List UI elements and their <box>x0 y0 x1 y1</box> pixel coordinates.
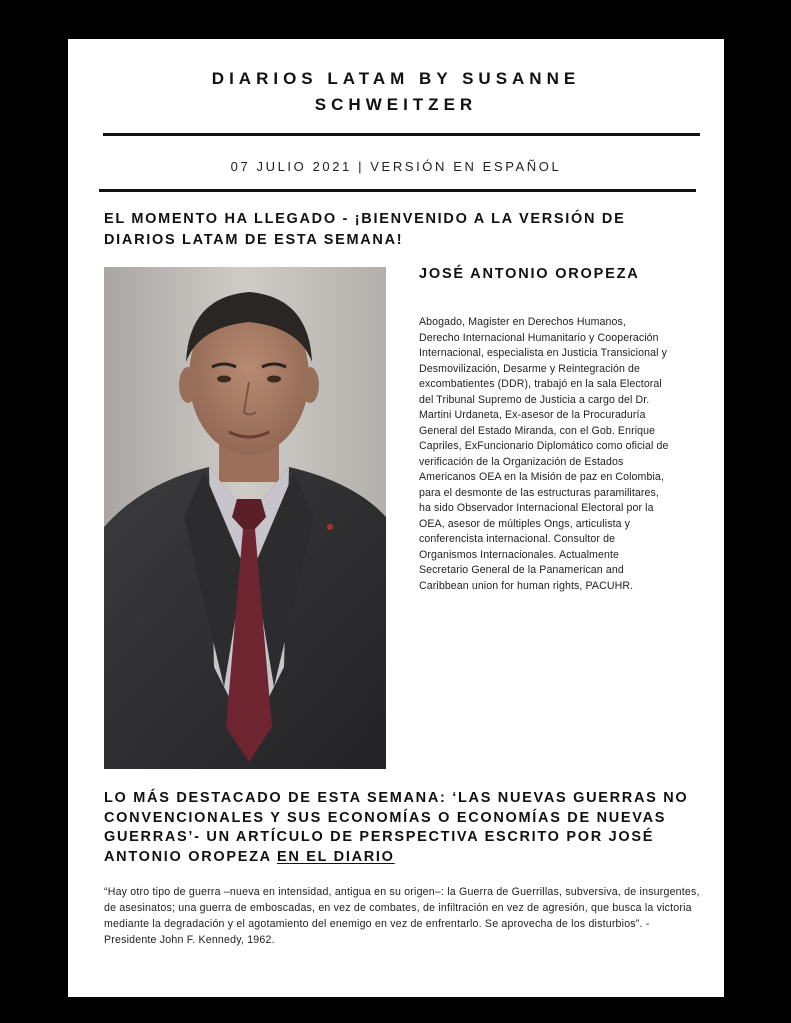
masthead-line-1: DIARIOS LATAM BY SUSANNE <box>211 69 581 88</box>
masthead-title <box>68 66 724 118</box>
profile-name: JOSÉ ANTONIO OROPEZA <box>419 266 640 282</box>
top-divider <box>103 133 700 136</box>
welcome-heading: EL MOMENTO HA LLEGADO - ¡BIENVENIDO A LA VERSIÓN DE DIARIOS LATAM DE ESTA SEMANA! <box>104 211 626 248</box>
profile-photo <box>104 267 386 769</box>
issue-dateline: 07 JULIO 2021 | VERSIÓN EN ESPAÑOL <box>230 159 562 174</box>
dateline-divider <box>99 189 696 192</box>
article-quote: “Hay otro tipo de guerra –nueva en intensidad, antigua en su origen–: la Guerra de Guerrillas, subversiva, de insurgentes, de asesinatos; una guerra de emboscadas, en vez de combates, de infiltración en vez de agresión, que busca la victoria mediante la degradación y el agotamiento del enemigo en vez de enfrentarlo. Se aprovecha de los disturbios”. - Presidente John F. Kennedy, 1962. <box>104 886 700 946</box>
article-link[interactable]: EN EL DIARIO <box>277 848 395 865</box>
newsletter-page <box>68 39 724 997</box>
masthead-line-2: SCHWEITZER <box>314 95 478 114</box>
highlight-text: LO MÁS DESTACADO DE ESTA SEMANA: ‘LAS NUEVAS GUERRAS NO CONVENCIONALES Y SUS ECONOMÍAS O ECONOMÍAS DE NUEVAS GUERRAS’- UN ARTÍCULO DE PERSPECTIVA ESCRITO POR JOSÉ ANTONIO OROPEZA <box>104 790 689 865</box>
profile-bio: Abogado, Magister en Derechos Humanos, Derecho Internacional Humanitario y Cooperación Internacional, especialista en Justicia Transicional y Desmovilización, Desarme y Reintegración de excombatientes (DDR), trabajó en la sala Electoral del Tribunal Supremo de Justicia a cargo del Dr. Martini Urdaneta, Ex-asesor de la Procuraduría General del Estado Miranda, con el Gob. Enrique Capriles, ExFuncionario Diplomático como oficial de verificación de la Organización de Estados Americanos OEA en la Misión de paz en Colombia, para el desmonte de las estructuras paramilitares, ha sido Observador Internacional Electoral por la OEA, asesor de múltiples Ongs, articulista y conferencista internacional. Consultor de Organismos Internacionales. Actualmente Secretario General de la Panamerican and Caribbean union for human rights, PACUHR. <box>419 316 669 592</box>
weekly-highlight-heading <box>104 789 719 867</box>
